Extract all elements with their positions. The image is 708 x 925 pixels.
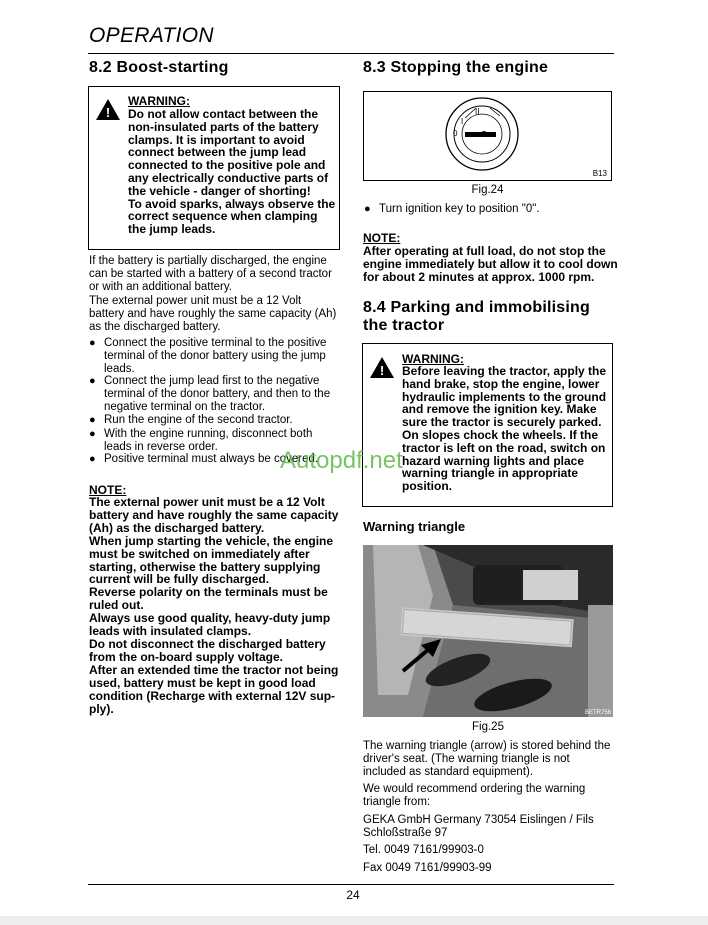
list-item: Positive terminal must always be covered. — [104, 453, 319, 465]
bullet-icon: ● — [89, 428, 96, 440]
figure-24-caption: Fig.24 — [471, 184, 504, 196]
boost-paragraph-2: The external power unit must be a 12 Volt battery and have roughly the same capacity (Ah) as the discharged battery. — [89, 295, 337, 333]
list-item: Connect the positive terminal to the positive terminal of the donor battery using the jump leads. — [104, 337, 327, 375]
boost-paragraph-1: If the battery is partially discharged, the engine can be started with a battery of a second tractor or with an additional battery. — [89, 255, 332, 293]
parking-warning-box: ! WARNING: Before leaving the tractor, apply the hand brake, stop the engine, lower hydraulic implements to the ground and remove the ignition key. Make sure the tractor is securely parked. On slopes chock the wheels. If the tractor is left on the road, switch on hazard warning lights and place warning triangle in appropriate position. — [362, 343, 613, 507]
bullet-icon: ● — [89, 414, 96, 426]
note-title: NOTE: — [89, 483, 127, 497]
section-title-boost-starting: 8.2 Boost-starting — [89, 59, 229, 76]
triangle-paragraph-2: We would recommend ordering the warning triangle from: — [363, 783, 586, 808]
warning-text: Do not allow contact between the non-insulated parts of the battery clamps. It is important to avoid connect between the jump lead connected to the positive pole and any electrically conductive parts of the vehicle - danger of shorting! To avoid sparks, always observe the correct sequence when clamping the jump leads. — [128, 107, 336, 237]
figure-25-photo — [363, 545, 613, 717]
list-item: Connect the jump lead first to the negative terminal of the donor battery, and then to the negative terminal on the tractor. — [104, 375, 331, 413]
warning-title: WARNING: — [128, 94, 190, 108]
warning-title: WARNING: — [402, 352, 464, 366]
note-title: NOTE: — [363, 231, 401, 245]
figure-24-label-0: 0 — [453, 129, 458, 138]
page-header-title: OPERATION — [89, 24, 214, 47]
warning-text: Before leaving the tractor, apply the hand brake, stop the engine, lower hydraulic implements to the ground and remove the ignition key. Make sure the tractor is securely parked. On slopes chock the wheels. If the tractor is left on the road, switch on hazard warning lights and place warning triangle in appropriate position. — [402, 364, 607, 494]
bullet-icon: ● — [89, 453, 96, 465]
subheading-warning-triangle: Warning triangle — [363, 519, 466, 534]
figure-24-label-2: II — [475, 107, 480, 116]
bullet-icon: ● — [89, 337, 96, 349]
figure-24-code: B13 — [592, 169, 607, 178]
figure-25-code: BETR756 — [584, 710, 611, 716]
figure-24-ignition — [363, 91, 612, 181]
figure-25-caption: Fig.25 — [472, 721, 504, 733]
list-item: Run the engine of the second tractor. — [104, 414, 293, 426]
bullet-icon: ● — [364, 203, 371, 215]
supplier-address: GEKA GmbH Germany 73054 Eislingen / Fils Schloßstraße 97 — [363, 814, 594, 839]
tractor-cab-photo-image — [363, 545, 613, 717]
supplier-tel: Tel. 0049 7161/99903-0 — [363, 844, 484, 856]
stopping-note-text: After operating at full load, do not stop the engine immediately but allow it to cool down for about 2 minutes at approx. 1000 rpm. — [363, 244, 618, 284]
section-title-parking: 8.4 Parking and immobilising the tractor — [363, 299, 590, 334]
supplier-fax: Fax 0049 7161/99903-99 — [363, 862, 492, 874]
list-item: With the engine running, disconnect both leads in reverse order. — [104, 428, 313, 453]
triangle-paragraph-1: The warning triangle (arrow) is stored behind the driver's seat. (The warning triangle is not included as standard equipment). — [363, 740, 611, 778]
figure-24-label-1: I — [461, 117, 464, 126]
header-rule — [88, 53, 614, 54]
bullet-icon: ● — [89, 375, 96, 387]
list-item: Turn ignition key to position "0". — [379, 203, 540, 215]
section-title-stopping-engine: 8.3 Stopping the engine — [363, 59, 549, 76]
boost-warning-box: ! WARNING: Do not allow contact between the non-insulated parts of the battery clamps. It is important to avoid connect between the jump lead connected to the positive pole and any electrically conductive parts of the vehicle - danger of shorting! To avoid sparks, always observe the correct sequence when clamping the jump leads. — [88, 86, 340, 250]
page-number: 24 — [346, 888, 360, 902]
ignition-switch-icon — [364, 92, 611, 180]
watermark-text: Autopdf.net — [280, 447, 403, 474]
footer-rule — [88, 884, 614, 885]
viewer-bottom-bar — [0, 916, 708, 925]
boost-note-text: The external power unit must be a 12 Volt battery and have roughly the same capacity (Ah) as the discharged battery. When jump starting the vehicle, the engine must be switched on immediately after starting, otherwise the battery supplying current will be fully discharged. Reverse polarity on the terminals must be ruled out. Always use good quality, heavy-duty jump leads with insulated clamps. Do not disconnect the discharged battery from the on-board supply voltage. After an extended time the tractor not being used, battery must be kept in good load condition (Recharge with external 12V sup- ply). — [89, 495, 339, 716]
